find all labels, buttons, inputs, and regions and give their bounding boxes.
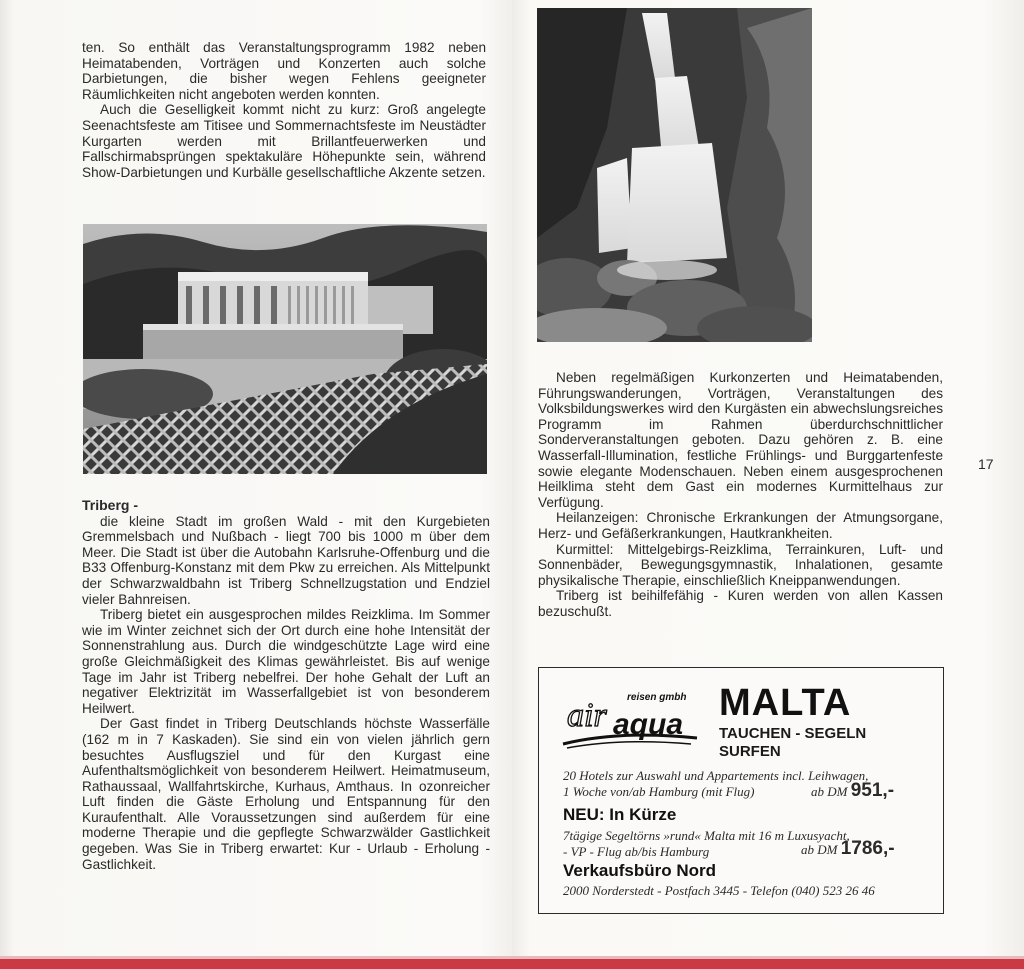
triberg-paragraph: Der Gast findet in Triberg Deutschlands höchste Wasserfälle (162 m in 7 Kaskaden). Sie sind ein von vielen jährlich gern besuchtes Ausflugsziel und für den Kurgast eine Aufenthaltsmöglichkeit von besonderem Heilwert. Heimatmuseum, Rathaussaal, Wallfahrtskirche, Kurhaus, Amthaus. In ozonreicher Luft finden die Gäste Erholung und Entspannung für den Kuraufenthalt. Alle Voraussetzungen sind außerdem für eine moderne Therapie und die gepflegte Schwarzwälder Gastlichkeit gegeben. Was Sie in Triberg erwartet: Kur - Urlaub - Erholung - Gastlichkeit.	[82, 716, 490, 872]
ad-sales-office: Verkaufsbüro Nord	[563, 861, 717, 880]
ad-activities: TAUCHEN - SEGELN	[719, 725, 867, 742]
intro-paragraph: Auch die Geselligkeit kommt nicht zu kurz: Groß angelegte Seenachtsfeste am Titisee und Sommernachtsfeste im Neustädter Kurgarten werden mit Brillantfeuerwerken und Fallschirmabsprüngen spektakuläre Höhepunkte sein, während Show-Darbietungen und Kurbälle gesellschaftliche Akzente setzen.	[82, 102, 486, 180]
page-number: 17	[978, 456, 994, 472]
right-paragraph: Triberg ist beihilfefähig - Kuren werden von allen Kassen bezuschußt.	[538, 588, 943, 619]
intro-text	[82, 40, 486, 180]
air-aqua-logo	[561, 686, 701, 752]
triberg-paragraph: Triberg bietet ein ausgesprochen mildes Reizklima. Im Sommer wie im Winter zeichnet sich der Ort durch eine hohe Intensität der Sonnenstrahlung aus. Durch die windgeschützte Lage wird eine große Gleichmäßigkeit des Klimas gewährleistet. Bis auf wenige Tage im Jahr ist Triberg nebelfrei. Der hohe Gehalt der Luft an negativer Elektrizität im Wasserfallgebiet ist von besonderem Heilwert.	[82, 607, 490, 716]
logo-reisen-text: reisen gmbh	[627, 692, 687, 703]
ad-activities: SURFEN	[719, 743, 781, 760]
ad-title: MALTA	[719, 682, 852, 724]
right-text	[538, 370, 943, 620]
kurhaus-photo	[83, 224, 487, 474]
triberg-heading: Triberg -	[82, 497, 139, 513]
kurhaus-photo-image	[83, 224, 487, 474]
intro-paragraph: ten. So enthält das Veranstaltungsprogramm 1982 neben Heimatabenden, Vorträgen und Konzerten auch solche Darbietungen, die bisher wegen Fehlens geeigneter Räumlichkeiten nicht angeboten werden konnten.	[82, 40, 486, 102]
logo-aqua-text: aqua	[613, 708, 684, 741]
ad-price-value: 1786,-	[840, 838, 895, 859]
waterfall-photo	[537, 8, 812, 342]
malta-advertisement	[538, 667, 944, 914]
ad-new-heading: NEU: In Kürze	[563, 805, 677, 824]
ad-price-value: 951,-	[850, 780, 895, 801]
ad-address: 2000 Norderstedt - Postfach 3445 - Telefon (040) 523 26 46	[563, 883, 875, 898]
bottom-edge	[0, 959, 1024, 969]
right-paragraph: Heilanzeigen: Chronische Erkrankungen der Atmungsorgane, Herz- und Gefäßerkrankungen, Hautkrankheiten.	[538, 510, 943, 541]
ad-price-prefix: ab DM	[801, 842, 838, 857]
ad-offer1-line2: 1 Woche von/ab Hamburg (mit Flug)	[563, 784, 755, 799]
ad-offer1-line1: 20 Hotels zur Auswahl und Appartements incl. Leihwagen,	[563, 768, 869, 783]
ad-offer2-line2: - VP - Flug ab/bis Hamburg	[563, 844, 710, 859]
logo-air-text: air	[567, 697, 607, 734]
waterfall-photo-image	[537, 8, 812, 342]
right-paragraph: Kurmittel: Mittelgebirgs-Reizklima, Terrainkuren, Luft- und Sonnenbäder, Bewegungsgymnastik, Inhalationen, gesamte physikalische Therapie, einschließlich Kneippanwendungen.	[538, 541, 943, 588]
ad-offer1-price	[811, 780, 894, 802]
ad-offer2-line1: 7tägige Segeltörns »rund« Malta mit 16 m Luxusyacht,	[563, 828, 850, 843]
triberg-paragraph: die kleine Stadt im großen Wald - mit den Kurgebieten Gremmelsbach und Nußbach - liegt 700 bis 1000 m über dem Meer. Die Stadt ist über die Autobahn Karlsruhe-Offenburg und die B33 Offenburg-Konstanz mit dem Pkw zu erreichen. Als Mittelpunkt der Schwarzwaldbahn ist Triberg Schnellzugstation und Endziel vieler Bahnreisen.	[82, 513, 490, 607]
triberg-text	[82, 498, 490, 872]
ad-offer2-price	[801, 838, 895, 860]
ad-price-prefix: ab DM	[811, 784, 848, 799]
right-paragraph: Neben regelmäßigen Kurkonzerten und Heimatabenden, Führungswanderungen, Vorträgen, Veranstaltungen des Volksbildungswerkes wird den Kurgästen ein abwechslungsreiches Programm im Rahmen überdurchschnittlicher Sonderveranstaltungen geboten. Dazu gehören z. B. eine Wasserfall-Illumination, festliche Frühlings- und Burggartenfeste sowie elegante Modenschauen. Neben einem ausgesprochenen Heilklima steht dem Gast ein modernes Kurmittelhaus zur Verfügung.	[538, 370, 943, 510]
